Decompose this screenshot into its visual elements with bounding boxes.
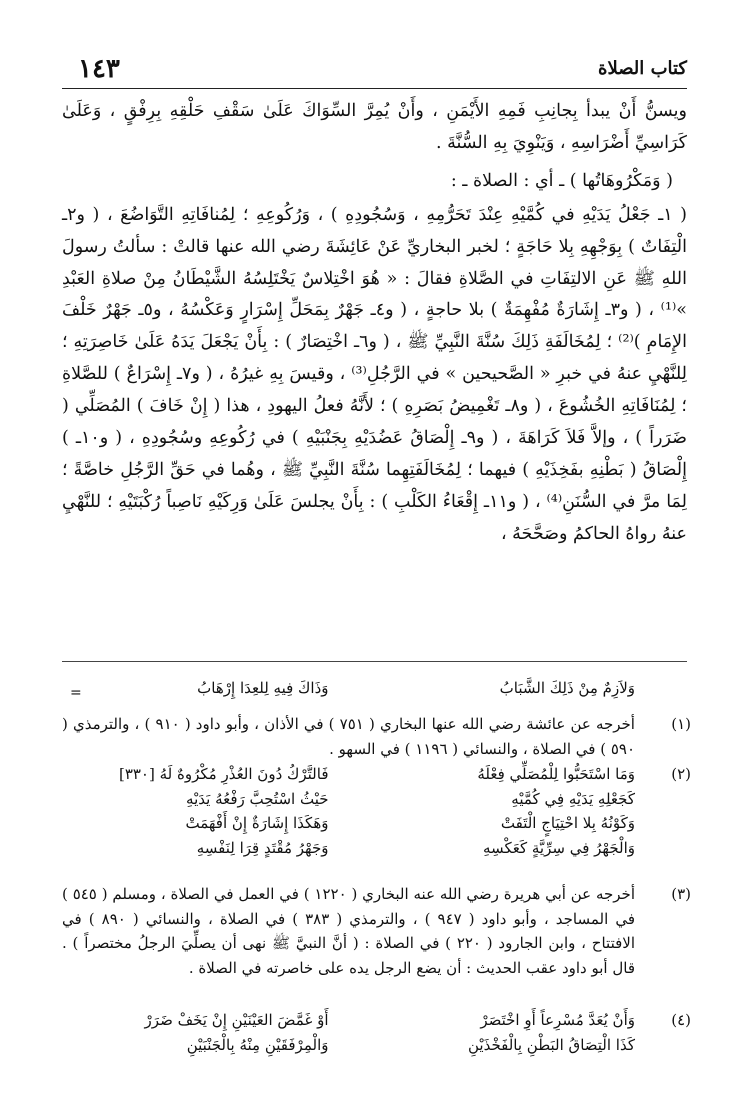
footnote-label: (١) <box>671 715 691 733</box>
body-paragraph: ( ١ـ جَعْلُ يَدَيْهِ في كُمَّيْهِ عِنْدَ تَحَرُّمِهِ ، وَسُجُودِهِ ) ، وَرُكُوعِهِ ؛ لِمُنافَاتِهِ التَّوَاضُعَ ، ( و٢ـ الْتِفَاتٌ ) بِوَجْهِهِ بِلا حَاجَةٍ ؛ لخبر البخاريِّ عَنْ عَائِشَةَ رضي الله عنها قالتْ : سألتُ رسولَ اللهِ ﷺ عَنِ الالتِفَاتِ في الصَّلاةِ فقالَ : « هُوَ اخْتِلاسٌ يَخْتَلِسُهُ الشَّيْطَانُ مِنْ صلاةِ العَبْدِ »⁽¹⁾ ، ( و٣ـ إِشَارَةٌ مُفْهِمَةٌ ) بلا حاجةٍ ، ( و٤ـ جَهْرٌ بِمَحَلِّ إِسْرَارٍ وَعَكْسُهُ ، و٥ـ جَهْرٌ خَلْفَ الإِمَامِ )⁽²⁾ ؛ لِمُخَالَفَةِ ذَلِكَ سُنَّةَ النَّبِيِّ ﷺ ، ( و٦ـ اخْتِصَارٌ ) : بِأَنْ يَجْعَلَ يَدَهُ عَلَىٰ خَاصِرَتِهِ ؛ لِلنَّهْيِ عنهُ في خبرِ « الصَّحيحين » في الرَّجُلِ⁽³⁾ ، وقيسَ بِهِ غيرُهُ ، ( و٧ـ إِسْرَاعٌ ) للصَّلاةِ ؛ لِمُنَافَاتِهِ الخُشُوعَ ، ( و٨ـ تَغْمِيضُ بَصَرِهِ ) ؛ لأَنَّهُ فعلُ اليهودِ ، هذا ( إِنْ خَافَ ) المُصَلِّي ( ضَرَراً ) ، وإلاَّ فَلاَ كَرَاهَةَ ، ( و٩ـ إِلْصَاقُ عَضُدَيْهِ بِجَنْبَيْهِ ) في رُكُوعِهِ وسُجُودِهِ ، ( و١٠ـ ) إِلْصَاقُ ( بَطْنِهِ بفَخِذَيْهِ ) فيهما ؛ لِمُخَالَفَتِهِما سُنَّةَ النَّبِيِّ ﷺ ، وهُما في حَقِّ الرَّجُلِ خاصَّةً ؛ لِمَا مرَّ في السُّنَنِ⁽⁴⁾ ، ( و١١ـ إِقْعَاءُ الكَلْبِ ) : بِأَنْ يجلسَ عَلَىٰ وَرِكَيْهِ نَاصِباً رُكْبَتَيْهِ ؛ للنَّهْيِ عنهُ رواهُ الحاكمُ وصَحَّحَهُ ، <box>62 204 687 544</box>
footnote-label: (٤) <box>671 1011 691 1029</box>
footnote-divider <box>62 661 687 662</box>
verse-lines <box>62 1008 635 1057</box>
verse-hemistich: أَوْ غَمَّضَ العَيْنَيْنِ إِنْ يَخَفْ ضَرَرْ <box>144 1011 329 1029</box>
verse-hemistich: وَالْجَهْرُ فِي سِرِّيَّةٍ كَعَكْسِهِ <box>483 838 635 857</box>
verse-couplet <box>62 676 635 701</box>
verse-hemistich: وَجَهْرُ مُقْتَدٍ قِرَا لِنَفْسِهِ <box>196 838 329 857</box>
verse-hemistich: وَمَا اسْتَحَبُّوا لِلْمُصَلِّي فِعْلَهُ <box>477 765 635 783</box>
continuation-marker: = <box>70 685 82 701</box>
page-header <box>58 48 687 84</box>
footnote-2 <box>62 762 691 860</box>
footnote-text: أخرجه عن أبي هريرة رضي الله عنه البخاري ( ١٢٢٠ ) في العمل في الصلاة ، ومسلم ( ٥٤٥ ) في المساجد ، وأبو داود ( ٩٤٧ ) ، والترمذي ( ٣٨٣ ) في الصلاة ، والنسائي ( ٨٩٠ ) في الافتتاح ، وابن الجارود ( ٢٢٠ ) في الصلاة : ( أنَّ النبيَّ ﷺ نهى أن يصلِّيَ الرجلُ مختصراً ) . قال أبو داود عقب الحديث : أن يضع الرجل يده على خاصرته في الصلاة . <box>62 885 636 977</box>
verse-hemistich: وَالْمِرْفَقَيْنِ مِنْهُ بِالْجَنْبَيْنِ <box>186 1035 329 1054</box>
footnote-label: (٢) <box>671 765 691 783</box>
body-intro: ويسنُّ أَنْ يبدأ بِجانِبِ فَمِهِ الأَيْمَنِ ، وأَنْ يُمِرَّ السِّوَاكَ عَلَىٰ سَقْفِ حَلْقِهِ بِرِفْقٍ ، وَعَلَىٰ كَرَاسِيِّ أَضْرَاسِهِ ، وَيَنْوِيَ بِهِ السُّنَّةَ . <box>62 101 687 153</box>
footnote-continuation <box>62 676 687 701</box>
verse-hemistich: وَكَوْنُهُ بِلا احْتِيَاجٍ الْتَفَتْ <box>500 814 635 832</box>
footnote-4 <box>62 1008 691 1057</box>
footnote-3 <box>62 882 691 980</box>
footnote-1 <box>62 712 691 761</box>
verse-hemistich: وَهَكَذَا إِشَارَةٌ إِنْ أَفْهَمَتْ <box>185 814 329 832</box>
main-text <box>62 96 687 551</box>
footnote-label: (٣) <box>671 885 691 903</box>
chapter-title: كتاب الصلاة <box>598 58 687 79</box>
page-number: ١٤٣ <box>78 54 120 84</box>
verse-hemistich: كَذَا الْتِصَاقُ البَطْنِ بِالْفَخْذَيْنِ <box>467 1035 635 1054</box>
verse-hemistich: كَجَعْلِهِ يَدَيْهِ فِي كُمَّيْهِ <box>511 789 635 808</box>
header-rule <box>62 88 687 89</box>
verse-lines <box>62 762 635 860</box>
verse-hemistich: وَلاَزِمٌ مِنْ ذَلِكَ الشَّبَابُ <box>499 679 635 697</box>
section-heading: ( وَمَكْرُوهَاتُها ) ـ أي : الصلاة ـ : <box>450 170 673 191</box>
verse-hemistich: حَيْثُ اسْتُحِبَّ رَفْعُهُ يَدَيْهِ <box>186 789 329 808</box>
verse-hemistich: وَذَاكَ فِيهِ لِلعِدَا إِرْهَابُ <box>197 679 329 697</box>
footnote-text: أخرجه عن عائشة رضي الله عنها البخاري ( ٧٥١ ) في الأذان ، وأبو داود ( ٩١٠ ) ، والترمذي ( ٥٩٠ ) في الصلاة ، والنسائي ( ١١٩٦ ) في السهو . <box>62 715 635 758</box>
verse-hemistich: وَأَنْ يُعَدَّ مُسْرِعاً أَوِ اخْتَصَرْ <box>480 1011 635 1029</box>
verse-hemistich: فَالتَّرْكُ دُونَ العُذْرِ مُكْرُوهٌ لَهُ [٣٣٠] <box>118 765 329 783</box>
